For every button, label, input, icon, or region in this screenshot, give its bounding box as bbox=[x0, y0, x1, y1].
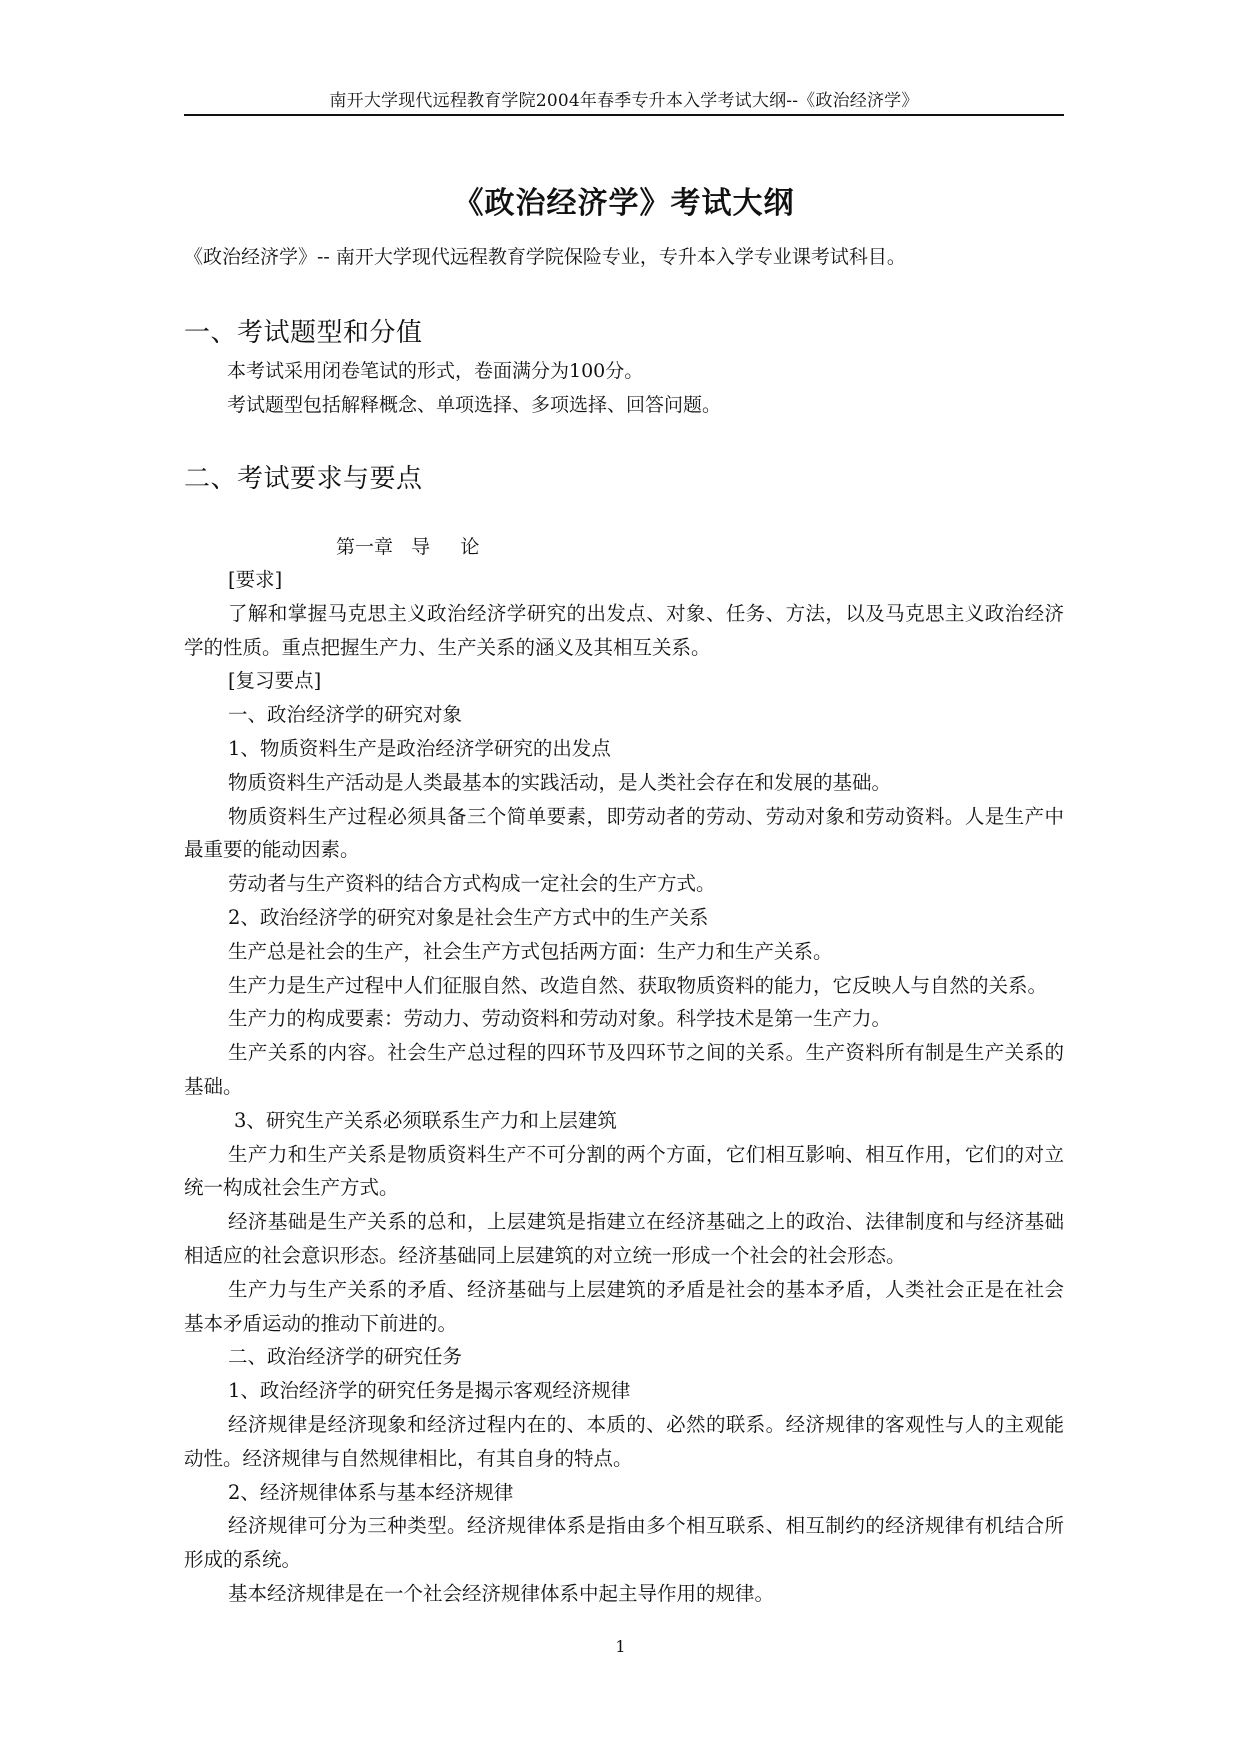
paragraph: 生产力和生产关系是物质资料生产不可分割的两个方面，它们相互影响、相互作用，它们的对立统一构成社会生产方式。 bbox=[184, 1142, 1064, 1200]
intro-paragraph: 《政治经济学》-- 南开大学现代远程教育学院保险专业，专升本入学专业课考试科目。 bbox=[184, 246, 906, 268]
paragraph: 生产力的构成要素：劳动力、劳动资料和劳动对象。科学技术是第一生产力。 bbox=[228, 1007, 892, 1031]
paragraph: 物质资料生产活动是人类最基本的实践活动，是人类社会存在和发展的基础。 bbox=[228, 770, 892, 794]
paragraph: 经济规律可分为三种类型。经济规律体系是指由多个相互联系、相互制约的经济规律有机结合所形成的系统。 bbox=[184, 1514, 1064, 1572]
subheading: 二、政治经济学的研究任务 bbox=[228, 1345, 463, 1369]
running-header: 南开大学现代远程教育学院2004年春季专升本入学考试大纲--《政治经济学》 bbox=[329, 91, 919, 111]
subheading: 2、政治经济学的研究对象是社会生产方式中的生产关系 bbox=[228, 905, 709, 929]
subheading: 1、物质资料生产是政治经济学研究的出发点 bbox=[228, 736, 611, 760]
subheading: 一、政治经济学的研究对象 bbox=[228, 703, 463, 727]
chapter-title: 第一章 导 论 bbox=[336, 536, 480, 558]
section-heading-1: 一、考试题型和分值 bbox=[184, 318, 423, 348]
paragraph: 生产关系的内容。社会生产总过程的四环节及四环节之间的关系。生产资料所有制是生产关系的基础。 bbox=[184, 1041, 1064, 1098]
paragraph: 基本经济规律是在一个社会经济规律体系中起主导作用的规律。 bbox=[228, 1581, 775, 1605]
paragraph: 生产力与生产关系的矛盾、经济基础与上层建筑的矛盾是社会的基本矛盾，人类社会正是在社会基本矛盾运动的推动下前进的。 bbox=[184, 1277, 1064, 1335]
paragraph-review-label: [复习要点] bbox=[228, 669, 322, 693]
section-2-body bbox=[184, 563, 1064, 1611]
paragraph: 生产总是社会的生产，社会生产方式包括两方面：生产力和生产关系。 bbox=[228, 939, 833, 963]
paragraph-requirement-label: [要求] bbox=[228, 568, 283, 591]
paragraph: 经济基础是生产关系的总和，上层建筑是指建立在经济基础之上的政治、法律制度和与经济基础相适应的社会意识形态。经济基础同上层建筑的对立统一形成一个社会的社会形态。 bbox=[184, 1210, 1064, 1267]
document-title: 《政治经济学》考试大纲 bbox=[453, 186, 795, 221]
header-rule bbox=[184, 114, 1064, 116]
paragraph: 了解和掌握马克思主义政治经济学研究的出发点、对象、任务、方法，以及马克思主义政治经济学的性质。重点把握生产力、生产关系的涵义及其相互关系。 bbox=[184, 601, 1064, 659]
paragraph: 经济规律是经济现象和经济过程内在的、本质的、必然的联系。经济规律的客观性与人的主观能动性。经济规律与自然规律相比，有其自身的特点。 bbox=[184, 1412, 1064, 1470]
paragraph: 物质资料生产过程必须具备三个简单要素，即劳动者的劳动、劳动对象和劳动资料。人是生产中最重要的能动因素。 bbox=[184, 804, 1064, 862]
section-1-body bbox=[184, 354, 1064, 422]
subheading: 2、经济规律体系与基本经济规律 bbox=[228, 1480, 514, 1504]
subheading: 1、政治经济学的研究任务是揭示客观经济规律 bbox=[228, 1379, 631, 1403]
paragraph: 生产力是生产过程中人们征服自然、改造自然、获取物质资料的能力，它反映人与自然的关系。 bbox=[228, 973, 1048, 997]
paragraph: 本考试采用闭卷笔试的形式，卷面满分为100分。 bbox=[227, 360, 644, 382]
paragraph: 考试题型包括解释概念、单项选择、多项选择、回答问题。 bbox=[227, 394, 722, 416]
subheading: 3、研究生产关系必须联系生产力和上层建筑 bbox=[234, 1108, 617, 1132]
section-heading-2: 二、考试要求与要点 bbox=[184, 464, 423, 494]
page-number: 1 bbox=[615, 1637, 626, 1656]
paragraph: 劳动者与生产资料的结合方式构成一定社会的生产方式。 bbox=[228, 872, 716, 896]
